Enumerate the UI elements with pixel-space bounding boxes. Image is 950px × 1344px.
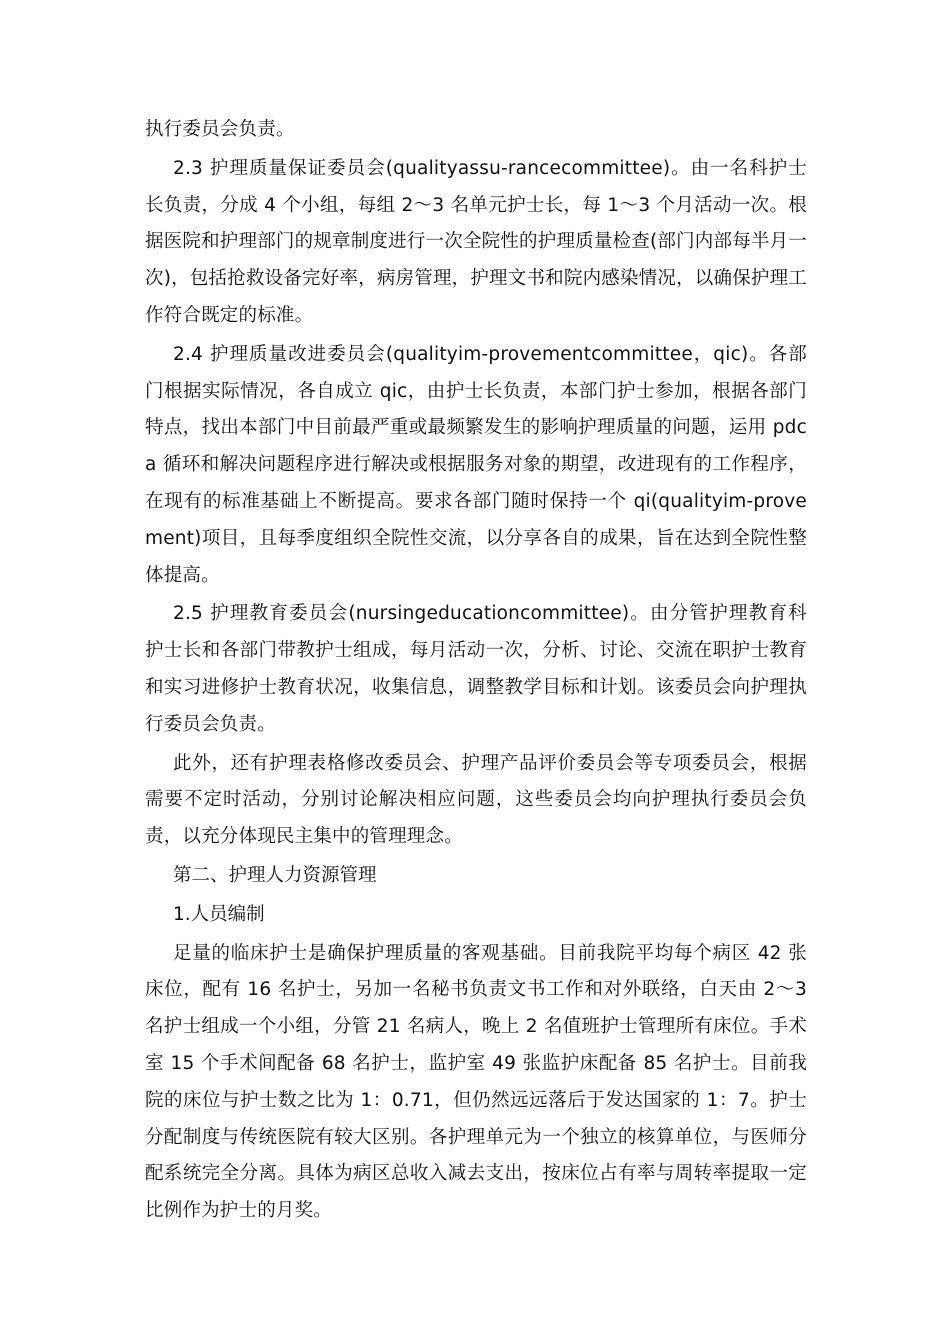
paragraph-other-committees: 此外，还有护理表格修改委员会、护理产品评价委员会等专项委员会，根据需要不定时活动，分别讨论解决相应问题，这些委员会均向护理执行委员会负责，以充分体现民主集中的管理理念。 xyxy=(145,752,807,848)
document-page xyxy=(145,112,807,1232)
section-heading-human-resources: 第二、护理人力资源管理 xyxy=(173,864,377,886)
paragraph-2-3-quality-assurance: 2.3 护理质量保证委员会(qualityassu-rancecommittee)。由一名科护士长负责，分成 4 个小组，每组 2～3 名单元护士长，每 1～3 个月活动一次。根据医院和护理部门的规章制度进行一次全院性的护理质量检查(部门内部每半月一次)，包括抢救设备完好率，病房管理，护理文书和院内感染情况，以确保护理工作符合既定的标准。 xyxy=(145,157,807,326)
paragraph-2-4-quality-improvement: 2.4 护理质量改进委员会(qualityim-provementcommittee，qic)。各部门根据实际情况，各自成立 qic，由护士长负责，本部门护士参加，根据各部门特点，找出本部门中目前最严重或最频繁发生的影响护理质量的问题，运用 pdca 循环和解决问题程序进行解决或根据服务对象的期望，改进现有的工作程序，在现有的标准基础上不断提高。要求各部门随时保持一个 qi(qualityim-provement)项目，且每季度组织全院性交流，以分享各自的成果，旨在达到全院性整体提高。 xyxy=(145,343,807,586)
subsection-heading-staffing: 1.人员编制 xyxy=(173,903,265,925)
paragraph-0: 执行委员会负责。 xyxy=(145,119,295,140)
paragraph-staffing: 足量的临床护士是确保护理质量的客观基础。目前我院平均每个病区 42 张床位，配有 16 名护士，另加一名秘书负责文书工作和对外联络，白天由 2～3 名护士组成一个小组，分管 21 名病人，晚上 2 名值班护士管理所有床位。手术室 15 个手术间配备 68 名护士，监护室 49 张监护床配备 85 名护士。目前我院的床位与护士数之比为 1：0.71，但仍然远远落后于发达国家的 1：7。护士分配制度与传统医院有较大区别。各护理单元为一个独立的核算单位，与医师分配系统完全分离。具体为病区总收入减去支出，按床位占有率与周转率提取一定比例作为护士的月奖。 xyxy=(145,942,807,1222)
paragraph-2-5-education: 2.5 护理教育委员会(nursingeducationcommittee)。由分管护理教育科护士长和各部门带教护士组成，每月活动一次，分析、讨论、交流在职护士教育和实习进修护士教育状况，收集信息，调整教学目标和计划。该委员会向护理执行委员会负责。 xyxy=(145,603,807,735)
